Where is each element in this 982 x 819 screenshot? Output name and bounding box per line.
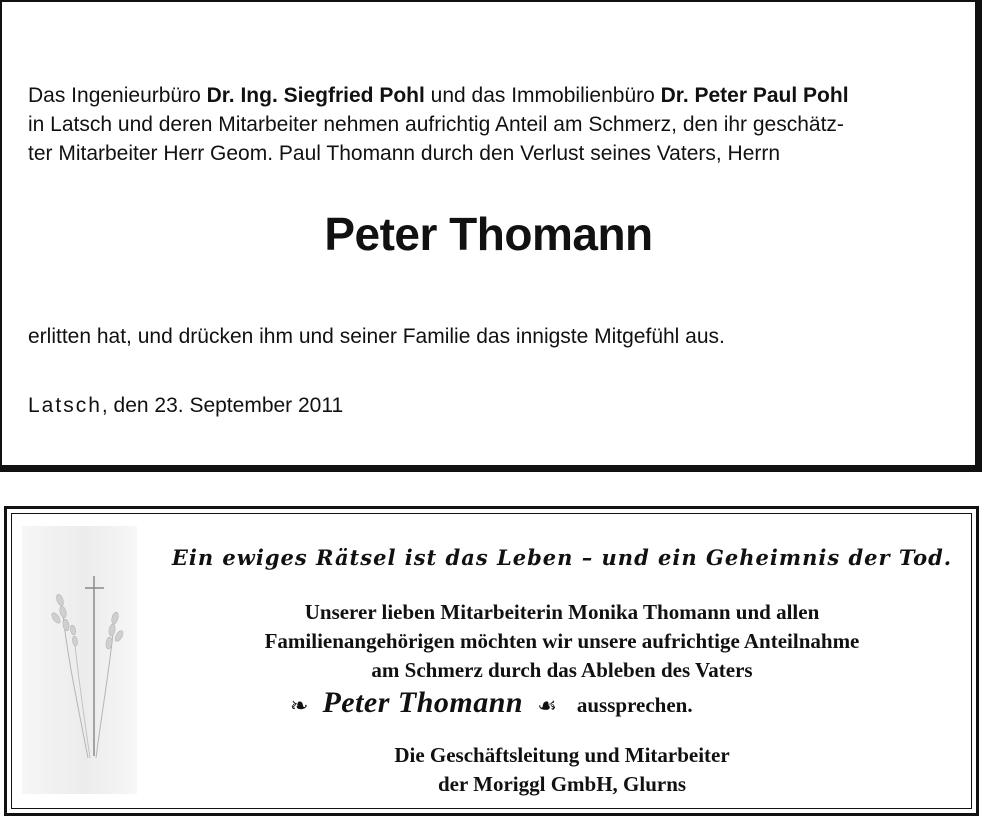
paragraph-line-2: in Latsch und deren Mitarbeiter nehmen aufrichtig Anteil am Schmerz, den ihr geschätz- xyxy=(28,113,844,136)
sender-name-2: Dr. Peter Paul Pohl xyxy=(660,84,849,107)
deceased-name: Peter Thomann xyxy=(322,686,524,719)
text-segment: Das Ingenieurbüro xyxy=(28,84,207,107)
body-line-2: Familienangehörigen möchten wir unsere aufrichtige Anteilnahme xyxy=(264,629,860,653)
decorative-side-panel xyxy=(22,526,137,794)
notice-paragraph xyxy=(28,81,973,168)
place: Latsch xyxy=(28,394,102,417)
place-date xyxy=(28,394,343,418)
cross-wheat-icon xyxy=(22,526,137,794)
deceased-name: Peter Thomann xyxy=(324,208,653,260)
paragraph-line-3: ter Mitarbeiter Herr Geom. Paul Thomann durch den Verlust seines Vaters, Herrn xyxy=(28,142,781,165)
paragraph-line-1 xyxy=(28,81,973,110)
body-line-1: Unserer lieben Mitarbeiterin Monika Thomann und allen xyxy=(304,600,820,624)
text-segment: und das Immobilienbüro xyxy=(424,84,661,107)
closing-verb: aussprechen. xyxy=(576,693,693,717)
signature-line-1: Die Geschäftsleitung und Mitarbeiter xyxy=(394,743,730,767)
signature-line-2: der Moriggl GmbH, Glurns xyxy=(437,772,687,796)
notice-inner-frame xyxy=(11,513,972,809)
floral-ornament-left-icon: ❧ xyxy=(290,693,309,719)
date: , den 23. September 2011 xyxy=(101,394,344,417)
name-line xyxy=(290,686,693,721)
motto: Ein ewiges Rätsel ist das Leben – und ein Geheimnis der Tod. xyxy=(171,545,953,570)
body-line-3: am Schmerz durch das Ableben des Vaters xyxy=(371,658,753,682)
sender-name-1: Dr. Ing. Siegfried Pohl xyxy=(206,84,425,107)
closing-text: erlitten hat, und drücken ihm und seiner Familie das innigste Mitgefühl aus. xyxy=(28,325,725,348)
signature xyxy=(152,741,972,799)
notice-body xyxy=(152,598,972,685)
floral-ornament-right-icon: ☙ xyxy=(537,693,557,719)
condolence-notice-moriggl xyxy=(4,506,979,816)
